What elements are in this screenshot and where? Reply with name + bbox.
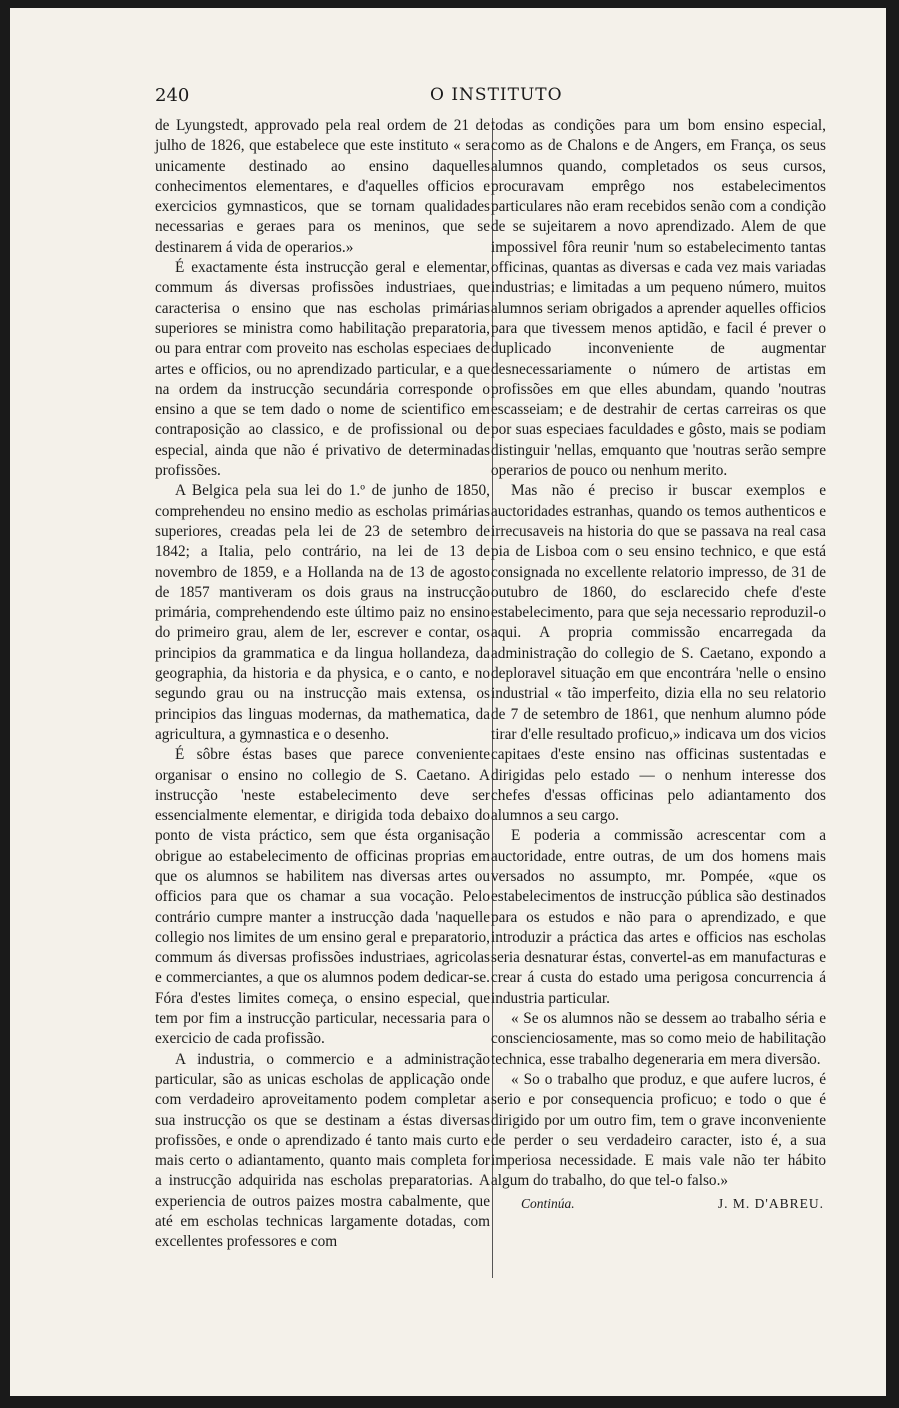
left-column — [155, 116, 490, 1286]
right-column — [491, 116, 826, 1286]
page-header — [155, 85, 563, 109]
paragraph: Mas não é preciso ir buscar exemplos e auctoridades estranhas, quando os temos authenticos e irrecusaveis na historia do que se passava na real casa pia de Lisboa com o seu ensino technico, e que está consignada no excellente relatorio impresso, de 31 de outubro de 1860, do esclarecido chefe d'este estabelecimento, para que seja necessario reproduzil-o aqui. A propria commissão encarregada da administração do collegio de S. Caetano, expondo a deploravel situação em que encontrára 'nelle o ensino industrial « tão imperfeito, dizia ella no seu relatorio de 7 de setembro de 1861, que nenhum alumno póde tirar d'elle resultado proficuo,» indicava um dos vicios capitaes d'este ensino nas officinas sustentadas e dirigidas pelo estado — o nenhum interesse dos chefes d'essas officinas pelo adiantamento dos alumnos a seu cargo. — [491, 482, 826, 825]
paragraph: todas as condições para um bom ensino especial, como as de Chalons e de Angers, em França, os seus alumnos quando, completados os seus cursos, procuravam emprêgo nos estabelecimentos particulares não eram recebidos senão com a condição de se sujeitarem a novo aprendizado. Alem de que impossivel fôra reunir 'num so estabelecimento tantas officinas, quantas as diversas e cada vez mais variadas industrias; e limitadas a um pequeno número, muitos alumnos seriam obrigados a aprender aquelles officios para que tivessem menos aptidão, e facil é prever o duplicado inconveniente de augmentar desnecessariamente o número de artistas em profissões em que elles abundam, quando 'noutras escasseiam; e de destrahir de certas carreiras os que por suas especiaes faculdades e gôsto, mais se podiam distinguir 'nellas, emquanto que 'noutras serão sempre operarios de pouco ou nenhum merito. — [491, 117, 826, 480]
paragraph: É exactamente ésta instrucção geral e elementar, commum ás diversas profissões industriaes, que caracterisa o ensino que nas escholas primárias superiores se ministra como habilitação preparatoria, ou para entrar com proveito nas escholas especiaes de artes e officios, ou no aprendizado particular, e a que na ordem da instrucção secundária corresponde o ensino a que se tem dado o nome de scientifico em contraposição ao classico, e de profissional ou de especial, ainda que não é privativo de determinadas profissões. — [155, 259, 490, 480]
author-signature: J. M. D'ABREU. — [717, 1195, 824, 1211]
paragraph: E poderia a commissão acrescentar com a auctoridade, entre outras, de um dos homens mais versados no assumpto, mr. Pompée, «que os estabelecimentos de instrucção pública são destinados para os estudos e não para o aprendizado, e que introduzir a práctica das artes e officios nas escholas seria desnaturar éstas, convertel-as em manufacturas e crear á custa do estado uma perigosa concurrencia á industria particular. — [491, 827, 826, 1007]
page-number: 240 — [155, 85, 190, 106]
paragraph: de Lyungstedt, approvado pela real ordem de 21 de julho de 1826, que estabelece que este instituto « sera unicamente destinado ao ensino daquelles conhecimentos elementares, e d'aquelles officios e exercicios gymnasticos, que se tornam qualidades necessarias e geraes para os meninos, que se destinarem á vida de operarios.» — [155, 117, 490, 256]
paragraph: « So o trabalho que produz, e que aufere lucros, é serio e por consequencia proficuo; e todo o que é dirigido por um outro fim, tem o grave inconveniente de perder o seu verdadeiro caracter, isto é, a sua imperiosa necessidade. E mais vale não ter hábito algum do trabalho, do que tel-o falso.» — [491, 1070, 826, 1190]
paragraph: A industria, o commercio e a administração particular, são as unicas escholas de applicação onde com verdadeiro aproveitamento podem completar a sua instrucção os que se destinam a éstas diversas profissões, e onde o aprendizado é tanto mais curto e mais certo o adiantamento, quanto mais completa for a instrucção adquirida nas escholas preparatorias. A experiencia de outros paizes mostra cabalmente, que até em escholas technicas largamente dotadas, com excellentes professores e com — [155, 1050, 490, 1251]
signature-line — [491, 1194, 826, 1214]
paragraph: A Belgica pela sua lei do 1.º de junho de 1850, comprehendeu no ensino medio as escholas primárias superiores, creadas pela lei de 23 de setembro de 1842; a Italia, pelo contrário, na lei de 13 de novembro de 1859, e a Hollanda na de 13 de agosto de 1857 mantiveram os dois graus na instrucção primária, comprehendendo este último paiz no ensino do primeiro grau, alem de ler, escrever e contar, os principios da grammatica e da lingua hollandeza, da geographia, da historia e da physica, e o canto, e no segundo grau ou na instrucção mais extensa, os principios das linguas modernas, da mathematica, da agricultura, a gymnastica e o desenho. — [155, 482, 490, 743]
paragraph: É sôbre éstas bases que parece conveniente organisar o ensino no collegio de S. Caetano. A instrucção 'neste estabelecimento deve ser essencialmente elementar, e dirigida toda debaixo do ponto de vista práctico, sem que ésta organisação obrigue ao estabelecimento de officinas proprias em que os alumnos se habilitem nas diversas artes ou officios para que os chamar a sua vocação. Pelo contrário cumpre manter a instrucção dada 'naquelle collegio nos limites de um ensino geral e preparatorio, commum ás diversas profissões industriaes, agricolas e commerciantes, a que os alumnos podem dedicar-se. Fóra d'estes limites começa, o ensino especial, que tem por fim a instrucção particular, necessaria para o exercicio de cada profissão. — [155, 746, 490, 1048]
paragraph: « Se os alumnos não se dessem ao trabalho séria e conscienciosamente, mas so como meio de habilitação technica, esse trabalho degeneraria em mera diversão. — [491, 1010, 826, 1068]
continuation-note: Continúa. — [521, 1195, 575, 1211]
running-title: O INSTITUTO — [430, 85, 563, 105]
